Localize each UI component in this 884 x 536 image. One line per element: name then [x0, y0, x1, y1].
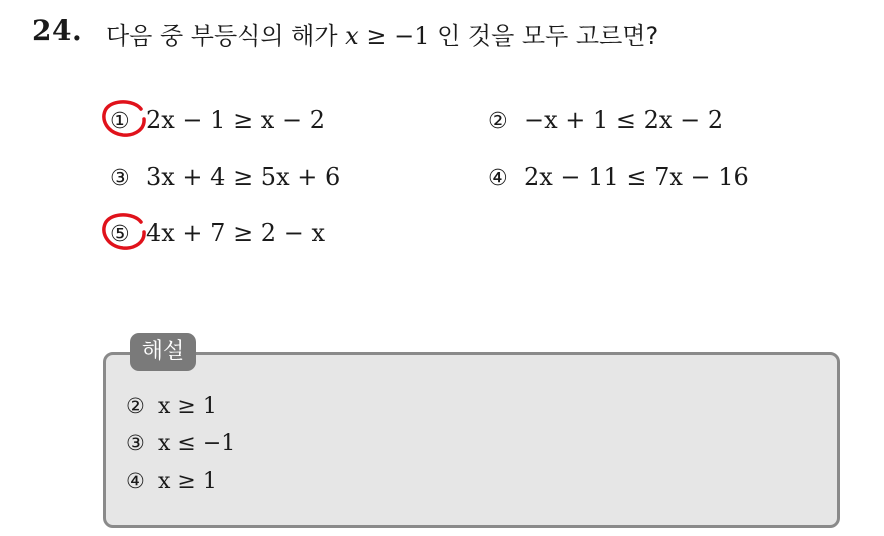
choice-expression: −x + 1 ≤ 2x − 2 — [524, 106, 724, 134]
choice-number: ④ — [488, 166, 508, 191]
choice-number: ② — [488, 109, 508, 134]
solution-line — [126, 469, 217, 494]
choice-expression: 4x + 7 ≥ 2 − x — [146, 219, 325, 247]
choice-expression: 2x − 11 ≤ 7x − 16 — [524, 163, 749, 191]
solution-line — [126, 431, 235, 456]
choice-3[interactable] — [110, 163, 340, 191]
choice-number: ③ — [110, 166, 130, 191]
solution-number: ④ — [126, 469, 145, 493]
solution-expression: x ≤ −1 — [158, 431, 236, 456]
solution-number: ③ — [126, 431, 145, 455]
choice-number: ⑤ — [110, 222, 130, 247]
solution-expression: x ≥ 1 — [158, 394, 217, 419]
choice-number: ① — [110, 109, 130, 134]
question-text-after: 인 것을 모두 고르면? — [429, 22, 659, 50]
solution-number: ② — [126, 394, 145, 418]
choice-4[interactable] — [488, 163, 749, 191]
question-text — [106, 16, 658, 51]
solution-expression: x ≥ 1 — [158, 469, 217, 494]
choice-1[interactable] — [110, 106, 325, 134]
choice-expression: 2x − 1 ≥ x − 2 — [146, 106, 325, 134]
solution-label: 해설 — [130, 333, 196, 371]
question-variable: x — [345, 22, 359, 50]
solution-line — [126, 394, 217, 419]
question-condition: ≥ −1 — [358, 22, 430, 50]
choice-expression: 3x + 4 ≥ 5x + 6 — [146, 163, 341, 191]
question-text-before: 다음 중 부등식의 해가 — [106, 22, 346, 50]
choice-5[interactable] — [110, 219, 325, 247]
choice-2[interactable] — [488, 106, 723, 134]
question-number: 24. — [32, 14, 83, 47]
